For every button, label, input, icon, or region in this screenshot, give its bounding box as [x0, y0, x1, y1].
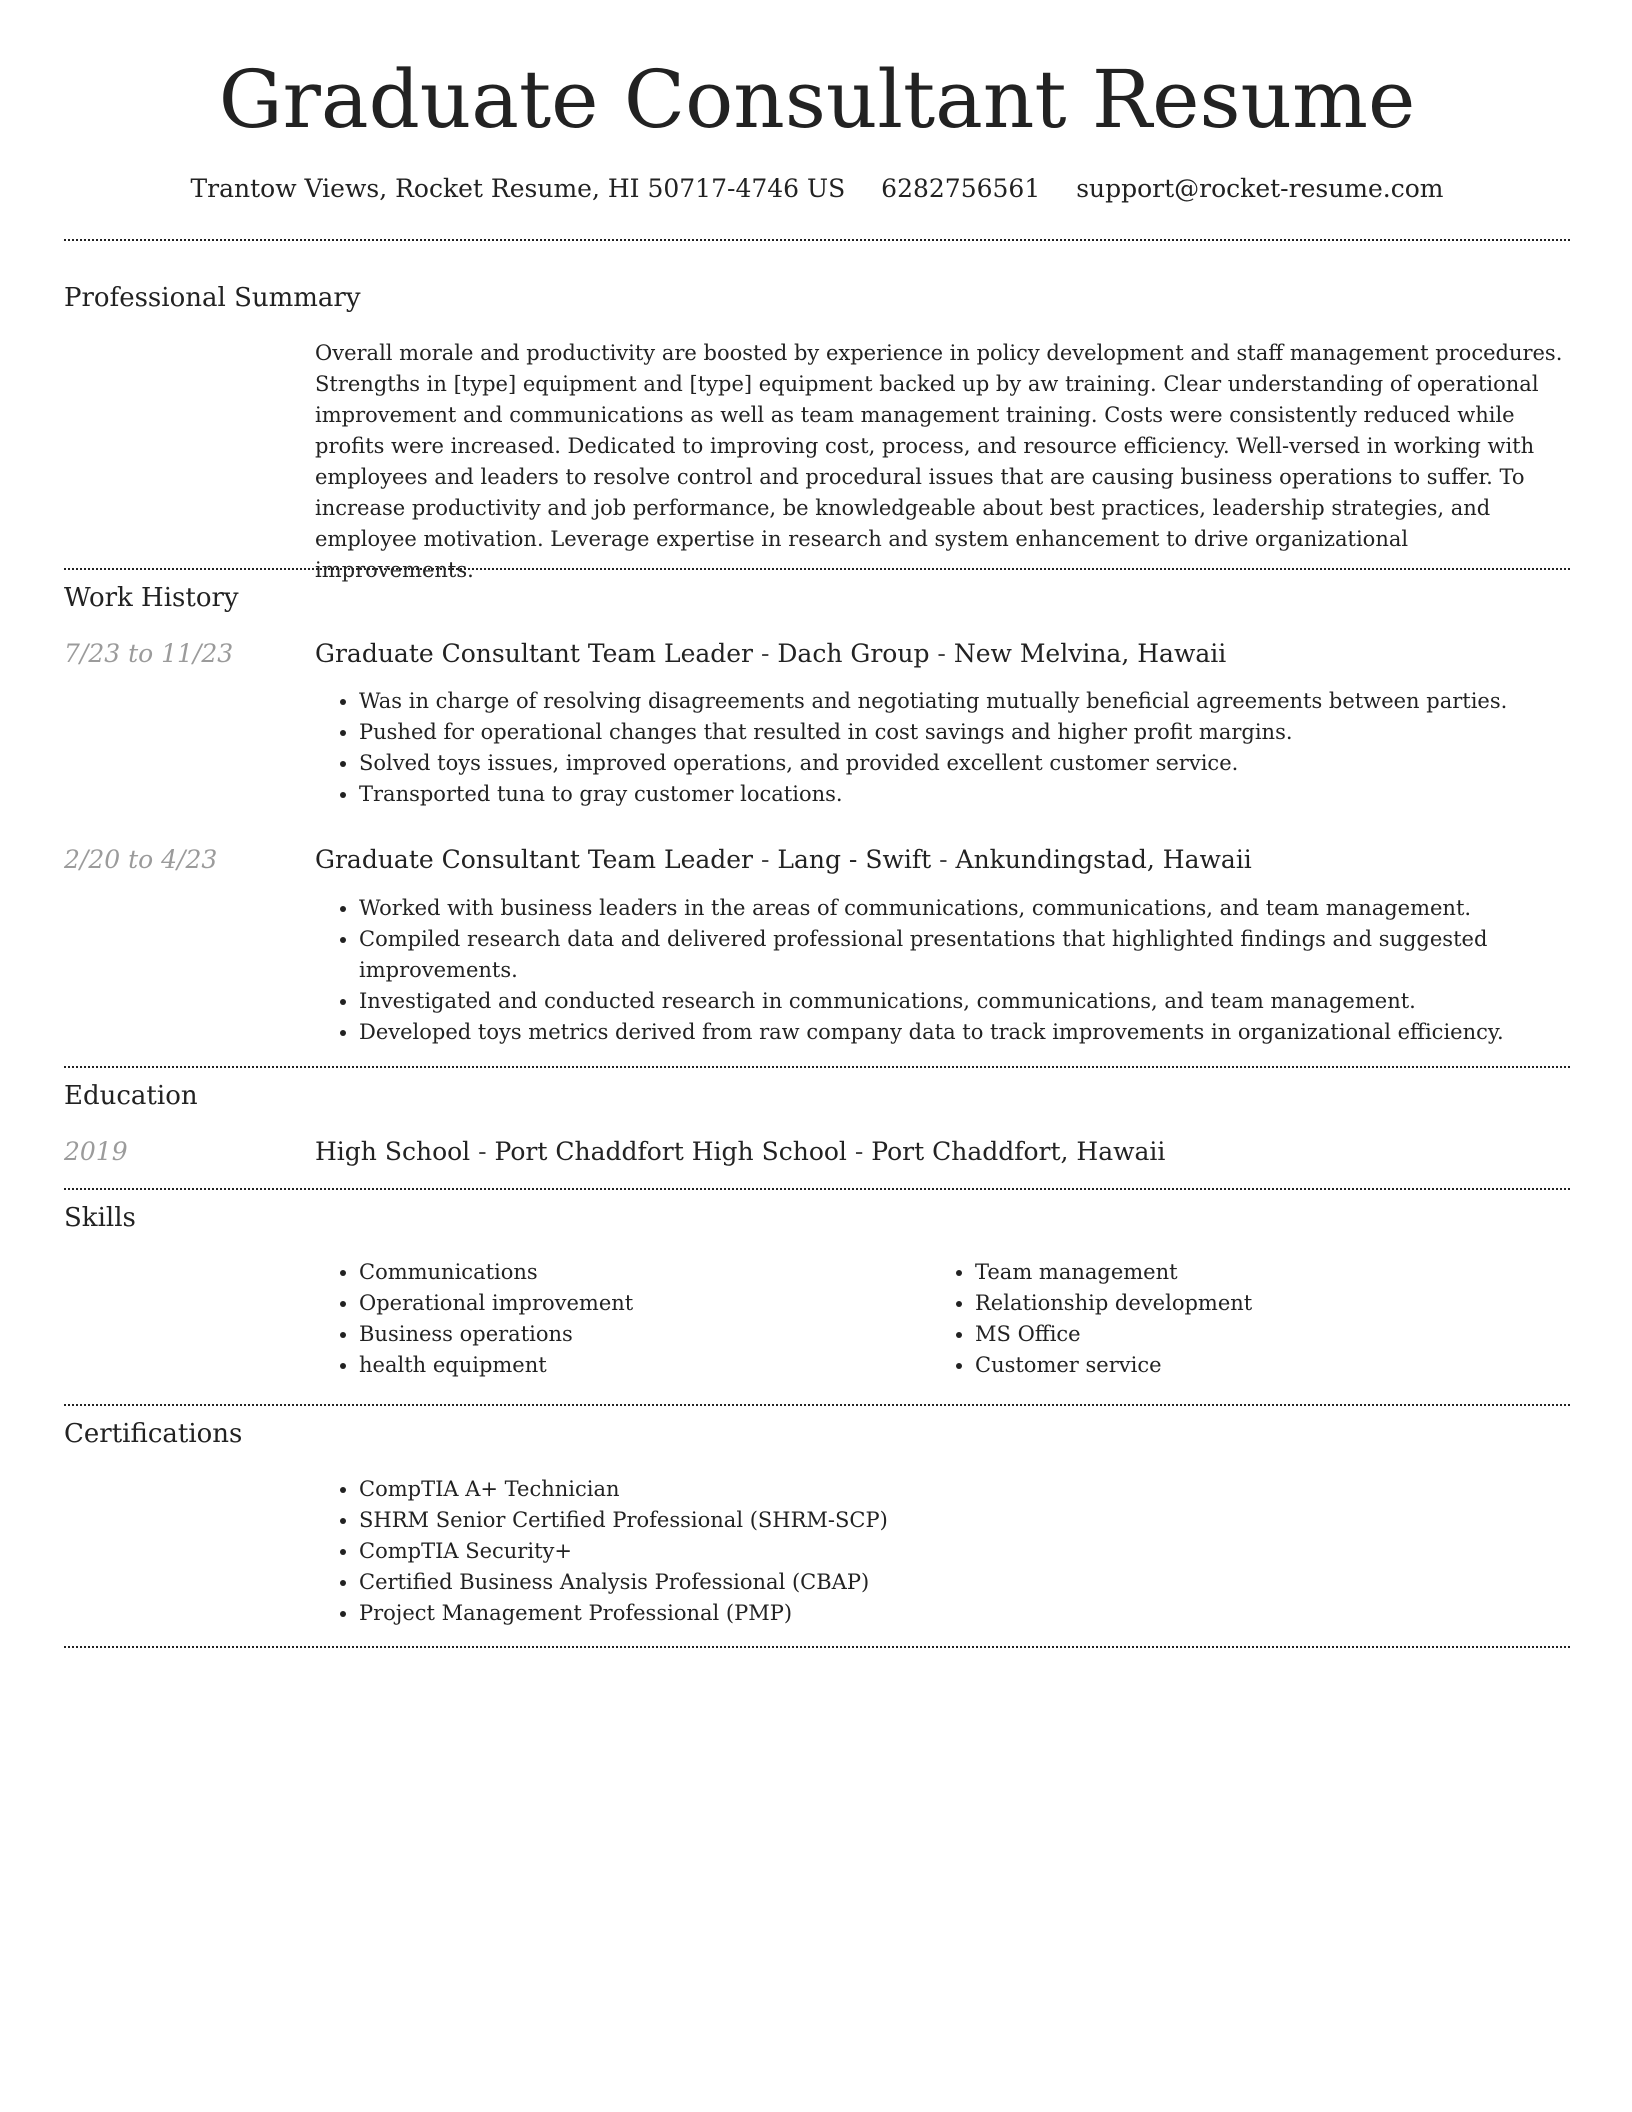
education-year: 2019 [64, 1137, 128, 1166]
job-bullet: • Compiled research data and delivered professional presentations that highlighted findings and suggested improvements. [359, 924, 1570, 986]
divider [64, 568, 1570, 570]
job-bullets [315, 686, 1570, 810]
job-company: Lang - Swift [777, 845, 932, 874]
divider [64, 1404, 1570, 1406]
job-bullet: • Worked with business leaders in the areas of communications, communications, and team management. [359, 893, 1570, 924]
certifications-list [315, 1474, 1570, 1629]
certification-item: • Project Management Professional (PMP) [359, 1598, 1570, 1629]
contact-email: support@rocket-resume.com [1076, 174, 1444, 203]
contact-line [64, 170, 1570, 208]
divider [64, 1188, 1570, 1190]
education-heading: High School - Port Chaddfort High School - Port Chaddfort, Hawaii [315, 1137, 1166, 1166]
job-dates: 2/20 to 4/23 [64, 845, 218, 874]
job-title: Graduate Consultant Team Leader [315, 845, 754, 874]
education-school: Port Chaddfort High School [494, 1137, 847, 1166]
skill-item: • Team management [975, 1257, 1531, 1288]
job-location: New Melvina, Hawaii [953, 639, 1227, 668]
section-heading-skills: Skills [64, 1203, 136, 1233]
job-bullet: • Transported tuna to gray customer locations. [359, 779, 1570, 810]
skill-item: • Relationship development [975, 1288, 1531, 1319]
education-degree: High School [315, 1137, 471, 1166]
job-title: Graduate Consultant Team Leader [315, 639, 754, 668]
skill-item: • Communications [359, 1257, 915, 1288]
skill-item: • Business operations [359, 1319, 915, 1350]
section-heading-work-history: Work History [64, 583, 239, 613]
job-dates: 7/23 to 11/23 [64, 639, 234, 668]
job-bullet: • Solved toys issues, improved operations, and provided excellent customer service. [359, 748, 1570, 779]
certification-item: • CompTIA Security+ [359, 1536, 1570, 1567]
summary-text: Overall morale and productivity are boosted by experience in policy development and staff management procedures. Strengths in [type] equipment and [type] equipment backed up by aw training. Clear understanding of operational improvement and communications as well as team management training. Costs were consistently reduced while profits were increased. Dedicated to improving cost, process, and resource efficiency. Well-versed in working with employees and leaders to resolve control and procedural issues that are causing business operations to suffer. To increase productivity and job performance, be knowledgeable about best practices, leadership strategies, and employee motivation. Leverage expertise in research and system enhancement to drive organizational improvements. [315, 341, 1563, 582]
divider [64, 1066, 1570, 1068]
section-heading-summary: Professional Summary [64, 283, 361, 313]
section-heading-certifications: Certifications [64, 1419, 243, 1449]
education-location: Port Chaddfort, Hawaii [871, 1137, 1166, 1166]
job-bullets [315, 893, 1570, 1048]
job-location: Ankundingstad, Hawaii [955, 845, 1252, 874]
job-heading: Graduate Consultant Team Leader - Dach Group - New Melvina, Hawaii [315, 639, 1227, 668]
job-bullet: • Investigated and conducted research in communications, communications, and team management. [359, 986, 1570, 1017]
contact-address: Trantow Views, Rocket Resume, HI 50717-4746 US [190, 174, 846, 203]
divider [64, 1646, 1570, 1648]
job-bullet: • Developed toys metrics derived from raw company data to track improvements in organizational efficiency. [359, 1017, 1570, 1048]
job-bullet: • Was in charge of resolving disagreements and negotiating mutually beneficial agreements between parties. [359, 686, 1570, 717]
section-heading-education: Education [64, 1081, 198, 1111]
resume-title: Graduate Consultant Resume [218, 53, 1416, 146]
job-company: Dach Group [777, 639, 930, 668]
certification-item: • SHRM Senior Certified Professional (SHRM-SCP) [359, 1505, 1570, 1536]
skills-list-right [931, 1257, 1531, 1381]
divider [64, 239, 1570, 241]
job-heading: Graduate Consultant Team Leader - Lang - Swift - Ankundingstad, Hawaii [315, 845, 1252, 874]
job-bullet: • Pushed for operational changes that resulted in cost savings and higher profit margins. [359, 717, 1570, 748]
certification-item: • Certified Business Analysis Professional (CBAP) [359, 1567, 1570, 1598]
skill-item: • Operational improvement [359, 1288, 915, 1319]
skill-item: • Customer service [975, 1350, 1531, 1381]
contact-phone: 6282756561 [881, 174, 1041, 203]
skill-item: • health equipment [359, 1350, 915, 1381]
skill-item: • MS Office [975, 1319, 1531, 1350]
skills-list-left [315, 1257, 915, 1381]
certification-item: • CompTIA A+ Technician [359, 1474, 1570, 1505]
